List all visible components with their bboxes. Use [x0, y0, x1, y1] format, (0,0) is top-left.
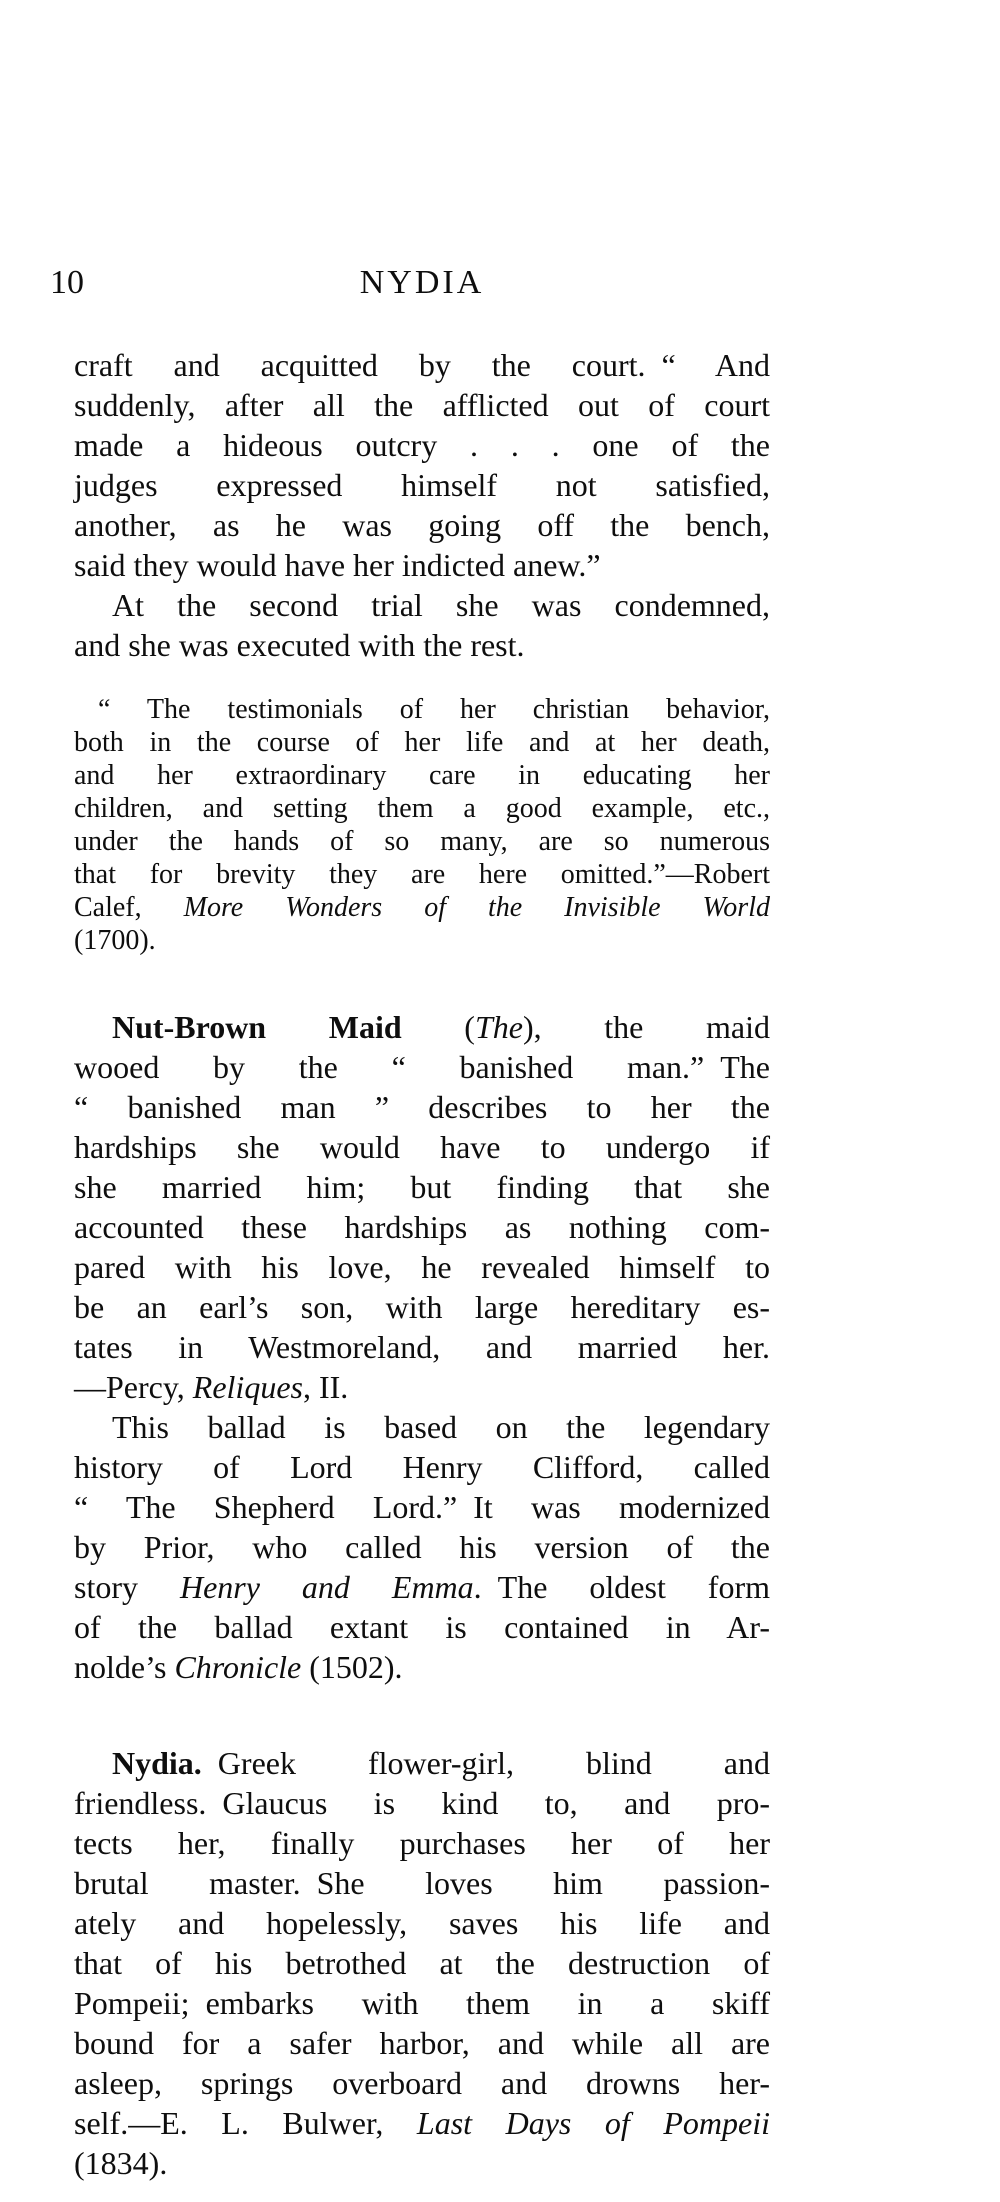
text-segment: bound for a safer harbor, and while all are: [74, 2025, 770, 2061]
text-segment: ately and hopelessly, saves his life and: [74, 1905, 770, 1941]
text-line: [74, 1743, 770, 1783]
text-segment: (1502).: [301, 1649, 403, 1685]
text-segment: “ banished man ” describes to her the: [74, 1089, 770, 1125]
text-segment: Calef,: [74, 892, 184, 923]
text-segment: . The oldest form: [473, 1569, 771, 1605]
text-segment: “ The testimonials of her christian behavior,: [98, 694, 770, 725]
work-title: Last Days of Pompeii: [416, 2105, 771, 2141]
text-segment: suddenly, after all the afflicted out of court: [74, 387, 770, 423]
entry-headword: Nut-Brown Maid: [112, 1009, 402, 1045]
text-segment: ), the maid: [522, 1009, 770, 1045]
paragraph: [74, 585, 770, 665]
text-line: [74, 759, 770, 792]
text-line: [74, 1047, 770, 1087]
text-segment: Greek flower-girl, blind and: [201, 1745, 770, 1781]
text-segment: by Prior, who called his version of the: [74, 1529, 770, 1565]
text-line: [74, 585, 770, 625]
text-line: [74, 2023, 770, 2063]
text-segment: made a hideous outcry . . . one of the: [74, 427, 770, 463]
work-title: More Wonders of the Invisible World: [183, 892, 770, 923]
text-line: [74, 1903, 770, 1943]
text-line: [74, 465, 770, 505]
text-segment: Pompeii; embarks with them in a skiff: [74, 1985, 770, 2021]
text-line: [74, 2143, 770, 2183]
text-line: [74, 1863, 770, 1903]
running-title: NYDIA: [359, 264, 485, 301]
work-title: Henry and Emma: [179, 1569, 474, 1605]
text-segment: story: [74, 1569, 180, 1605]
text-line: [74, 792, 770, 825]
text-segment: history of Lord Henry Clifford, called: [74, 1449, 770, 1485]
text-line: [74, 1447, 770, 1487]
text-segment: that for brevity they are here omitted.”—Robert: [74, 859, 770, 890]
text-line: [74, 1207, 770, 1247]
text-segment: (1834).: [74, 2145, 168, 2181]
text-line: [74, 505, 770, 545]
text-line: [74, 345, 770, 385]
text-segment: self.—E. L. Bulwer,: [74, 2105, 417, 2141]
text-line: [74, 858, 770, 891]
text-line: [74, 425, 770, 465]
text-line: [74, 1287, 770, 1327]
text-segment: (1700).: [74, 925, 156, 956]
dictionary-entry: [74, 1743, 770, 2183]
text-line: [74, 1647, 770, 1687]
text-line: [74, 385, 770, 425]
text-line: [74, 891, 770, 924]
fine-print-quote: [74, 693, 770, 957]
text-line: [74, 2103, 770, 2143]
text-segment: another, as he was going off the bench,: [74, 507, 770, 543]
text-segment: be an earl’s son, with large hereditary es-: [74, 1289, 770, 1325]
text-segment: brutal master. She loves him passion-: [74, 1865, 770, 1901]
text-segment: At the second trial she was condemned,: [112, 587, 770, 623]
text-line: [74, 924, 770, 957]
text-line: [74, 693, 770, 726]
text-column: [74, 345, 770, 2183]
page-number: 10: [50, 264, 84, 301]
text-line: [74, 1607, 770, 1647]
text-line: [74, 1127, 770, 1167]
text-line: [74, 1367, 770, 1407]
dictionary-entry: [74, 1007, 770, 1407]
text-line: [74, 1567, 770, 1607]
text-segment: This ballad is based on the legendary: [112, 1409, 770, 1445]
text-segment: (: [401, 1009, 475, 1045]
text-line: [74, 1783, 770, 1823]
paragraph: [74, 345, 770, 585]
text-line: [74, 1487, 770, 1527]
text-segment: accounted these hardships as nothing com-: [74, 1209, 770, 1245]
text-segment: that of his betrothed at the destruction of: [74, 1945, 770, 1981]
text-segment: craft and acquitted by the court. “ And: [74, 347, 770, 383]
running-head: [50, 263, 770, 303]
text-segment: hardships she would have to undergo if: [74, 1129, 770, 1165]
text-line: [74, 1087, 770, 1127]
text-segment: , II.: [302, 1369, 349, 1405]
text-line: [74, 1983, 770, 2023]
text-line: [74, 545, 770, 585]
text-line: [74, 1527, 770, 1567]
text-segment: of the ballad extant is contained in Ar-: [74, 1609, 770, 1645]
text-line: [74, 726, 770, 759]
text-segment: wooed by the “ banished man.” The: [74, 1049, 770, 1085]
text-line: [74, 825, 770, 858]
work-title: Chronicle: [174, 1649, 302, 1685]
text-segment: and she was executed with the rest.: [74, 627, 525, 663]
text-segment: pared with his love, he revealed himself to: [74, 1249, 770, 1285]
text-segment: said they would have her indicted anew.”: [74, 547, 601, 583]
text-segment: children, and setting them a good example, etc.,: [74, 793, 770, 824]
text-segment: tects her, finally purchases her of her: [74, 1825, 770, 1861]
text-segment: asleep, springs overboard and drowns her-: [74, 2065, 770, 2101]
text-line: [74, 1407, 770, 1447]
work-title: Reliques: [192, 1369, 303, 1405]
text-line: [74, 1327, 770, 1367]
work-title: The: [474, 1009, 523, 1045]
text-line: [74, 1247, 770, 1287]
text-segment: and her extraordinary care in educating her: [74, 760, 770, 791]
text-line: [74, 2063, 770, 2103]
text-segment: —Percy,: [74, 1369, 193, 1405]
text-segment: friendless. Glaucus is kind to, and pro-: [74, 1785, 770, 1821]
text-line: [74, 1823, 770, 1863]
text-line: [74, 1167, 770, 1207]
paragraph: [74, 1407, 770, 1687]
text-segment: she married him; but finding that she: [74, 1169, 770, 1205]
text-segment: tates in Westmoreland, and married her.: [74, 1329, 770, 1365]
entry-headword: Nydia.: [112, 1745, 202, 1781]
text-segment: judges expressed himself not satisfied,: [74, 467, 770, 503]
text-line: [74, 1007, 770, 1047]
text-segment: under the hands of so many, are so numerous: [74, 826, 770, 857]
text-segment: nolde’s: [74, 1649, 175, 1685]
text-line: [74, 1943, 770, 1983]
text-line: [74, 625, 770, 665]
text-segment: both in the course of her life and at her death,: [74, 727, 770, 758]
text-segment: “ The Shepherd Lord.” It was modernized: [74, 1489, 770, 1525]
